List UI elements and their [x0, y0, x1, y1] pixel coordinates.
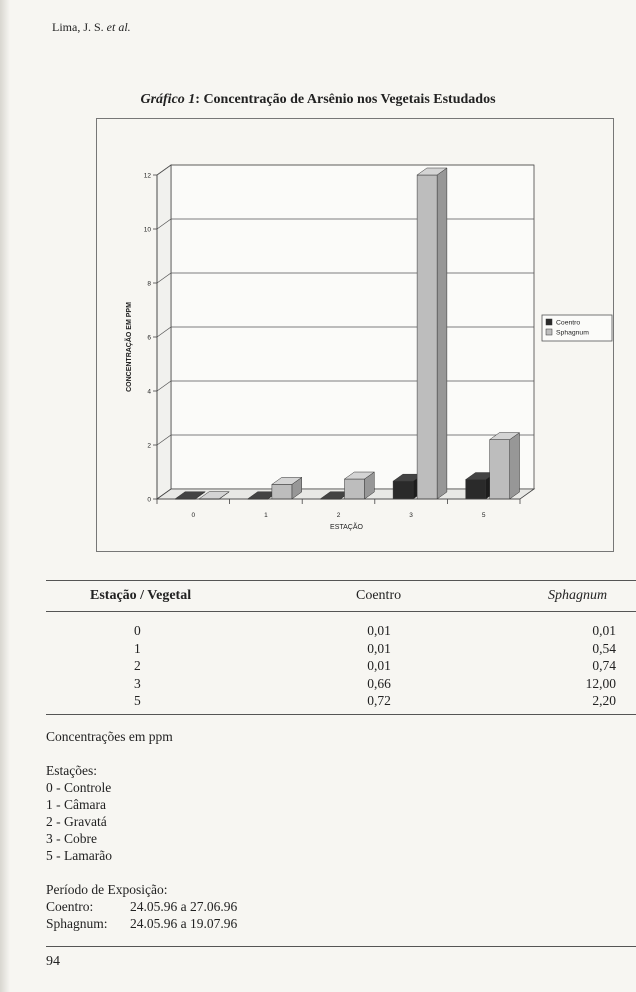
table-cell-station: 3 — [134, 675, 141, 691]
table-header-station: Estação / Vegetal — [90, 588, 192, 603]
table-column-sphagnum — [556, 622, 616, 710]
exposure-period: 24.05.96 a 19.07.96 — [130, 916, 238, 931]
table-cell-station: 5 — [134, 693, 141, 708]
y-tick-label: 4 — [147, 388, 151, 396]
legend-swatch-sphagnum — [546, 329, 552, 335]
exposure-period: 24.05.96 a 27.06.96 — [130, 899, 238, 914]
table-cell-station: 2 — [134, 658, 141, 673]
exposure-list — [46, 898, 237, 932]
page-number: 94 — [46, 954, 60, 969]
table-cell-coentro: 0,01 — [367, 623, 391, 638]
x-tick-label: 1 — [264, 512, 268, 519]
x-axis-label: ESTAÇÃO — [330, 524, 363, 531]
table-header-coentro: Coentro — [356, 588, 402, 603]
exposure-label: Sphagnum: — [46, 916, 108, 931]
station-item: 2 - Gravatá — [46, 814, 107, 829]
table-bottom-rule — [46, 714, 636, 715]
table-cell-station: 1 — [134, 640, 141, 656]
notes — [46, 728, 237, 932]
exposure-label: Coentro: — [46, 899, 94, 914]
table-cell-coentro: 0,66 — [367, 675, 391, 691]
figure-title — [0, 92, 636, 108]
table-cell-sphagnum: 12,00 — [585, 675, 616, 691]
y-axis-label: CONCENTRAÇÃO EM PPM — [126, 302, 133, 392]
figure-label: Gráfico 1 — [140, 92, 196, 107]
y-tick-label: 6 — [147, 334, 151, 342]
table-cell-sphagnum: 0,74 — [592, 658, 616, 673]
table-header-sphagnum: Sphagnum — [548, 588, 608, 603]
chart-frame — [96, 118, 614, 552]
table-cell-sphagnum: 0,01 — [592, 623, 616, 638]
bar-sphagnum — [417, 175, 437, 499]
bar-sphagnum — [272, 484, 292, 499]
exposure-row — [46, 915, 237, 932]
table-cell-sphagnum: 2,20 — [592, 693, 616, 708]
table-column-coentro — [344, 622, 414, 710]
station-item: 0 - Controle — [46, 780, 112, 795]
table-cell-coentro: 0,01 — [367, 658, 391, 673]
units-note: Concentrações em ppm — [46, 729, 173, 744]
running-head-etal: et al. — [106, 20, 131, 34]
table-top-rule — [46, 580, 636, 581]
station-item: 5 - Lamarão — [46, 848, 112, 863]
y-tick-label: 8 — [147, 280, 151, 288]
x-tick-label: 3 — [409, 512, 413, 519]
y-tick-label: 2 — [147, 442, 151, 450]
station-item: 3 - Cobre — [46, 831, 97, 846]
legend-label-sphagnum: Sphagnum — [556, 329, 589, 337]
bar-side-sphagnum — [437, 168, 447, 499]
bar-chart-3d — [97, 119, 613, 551]
table-cell-coentro: 0,72 — [367, 693, 391, 708]
running-head-authors: Lima, J. S. — [52, 20, 104, 34]
running-head — [52, 20, 131, 35]
table-cell-sphagnum: 0,54 — [592, 640, 616, 656]
x-tick-label: 2 — [336, 512, 341, 519]
bar-sphagnum — [490, 440, 510, 499]
station-item: 1 - Câmara — [46, 797, 106, 812]
table-cell-coentro: 0,01 — [367, 640, 391, 656]
exposure-row — [46, 898, 237, 915]
bar-coentro — [466, 480, 486, 499]
table-header-rule — [46, 611, 636, 612]
bar-coentro — [393, 481, 413, 499]
y-tick-label: 10 — [143, 226, 151, 234]
exposure-title: Período de Exposição: — [46, 882, 168, 897]
x-tick-label: 5 — [481, 512, 486, 519]
table-column-station — [134, 622, 154, 710]
y-tick-label: 0 — [147, 496, 151, 504]
x-tick-label: 0 — [191, 512, 196, 519]
figure-title-text: : Concentração de Arsênio nos Vegetais Estudados — [195, 92, 496, 107]
page-edge-shadow — [0, 0, 10, 992]
stations-title: Estações: — [46, 763, 97, 778]
legend-swatch-coentro — [546, 319, 552, 325]
bar-side-sphagnum — [510, 433, 520, 499]
y-tick-label: 12 — [143, 172, 151, 180]
legend-label-coentro: Coentro — [556, 319, 581, 327]
bar-sphagnum — [345, 479, 365, 499]
footer-rule — [46, 946, 636, 947]
table-cell-station: 0 — [134, 623, 141, 638]
stations-list — [46, 779, 237, 864]
